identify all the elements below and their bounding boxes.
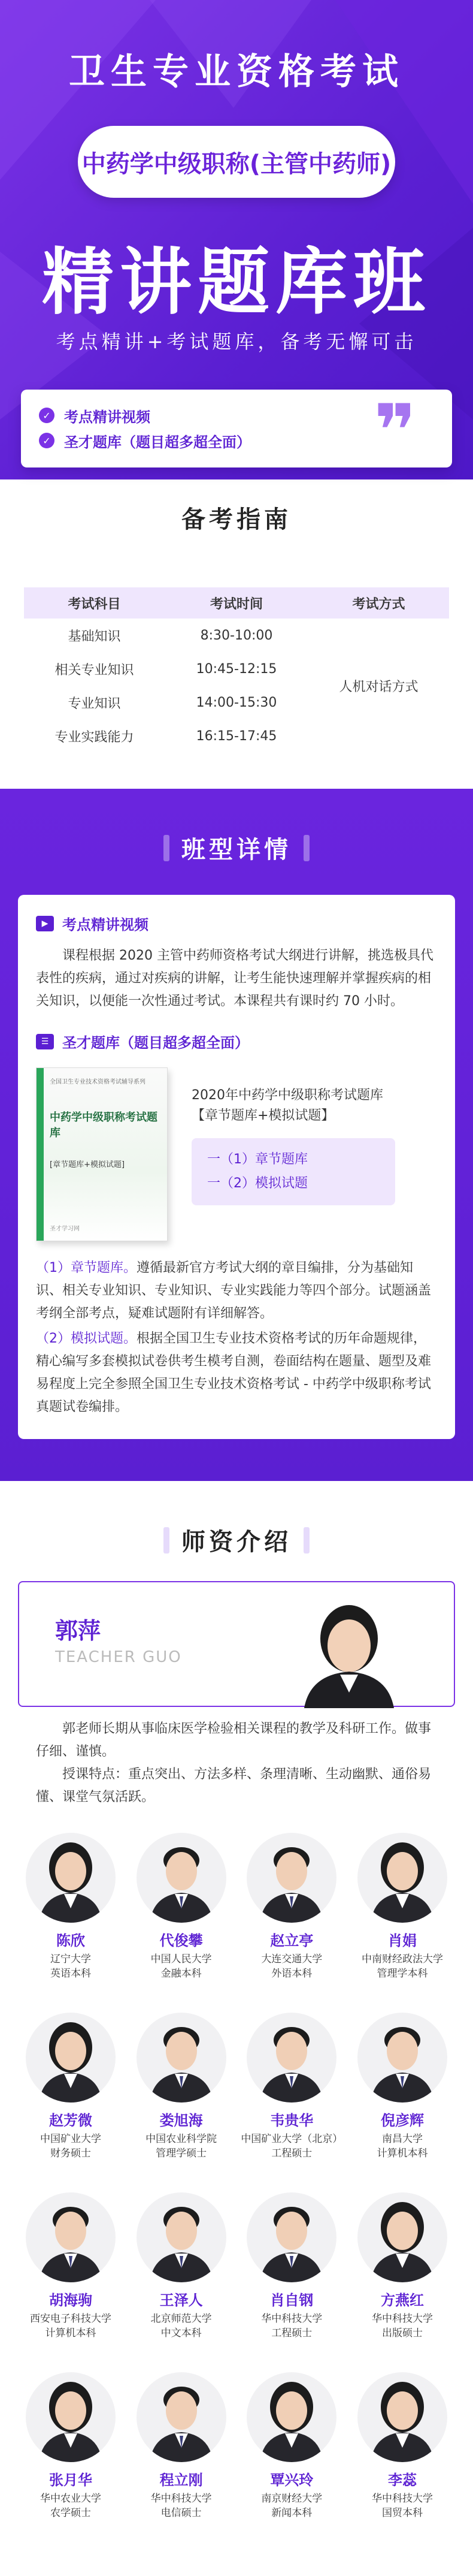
teacher-name: 韦贵华	[270, 2112, 314, 2129]
teacher-card	[18, 2372, 123, 2552]
book-row	[36, 1067, 437, 1241]
book-subtitle: [章节题库+模拟试题]	[50, 1160, 125, 1169]
teacher-name: 肖娟	[387, 1932, 417, 1949]
chapter-list	[192, 1138, 395, 1205]
teacher-name: 程立刚	[159, 2472, 203, 2488]
teacher-photo	[26, 2192, 116, 2282]
teacher-school: 中国矿业大学（北京）	[241, 2133, 343, 2145]
header-method: 考试方式	[308, 587, 449, 619]
teacher-degree: 英语本科	[50, 1968, 91, 1980]
teacher-card	[239, 2192, 344, 2372]
book-title: 中药学中级职称考试题库	[50, 1111, 157, 1139]
teacher-degree: 工程硕士	[271, 2147, 313, 2159]
teacher-degree: 电信硕士	[160, 2507, 202, 2519]
quote-mark-icon: ❞	[374, 390, 416, 473]
teacher-photo	[26, 2372, 116, 2462]
book-name: 2020年中药学中级职称考试题库	[192, 1088, 383, 1103]
teacher-degree: 国贸本科	[381, 2507, 423, 2519]
teacher-school: 中国农业科学院	[145, 2133, 217, 2145]
video-tag	[36, 913, 437, 934]
teacher-school: 辽宁大学	[50, 1953, 91, 1965]
teacher-degree: 计算机本科	[377, 2147, 428, 2159]
title-bar-decoration	[304, 1527, 310, 1554]
mock-exam-label: （2）模拟试题。	[36, 1331, 137, 1346]
teacher-degree: 中文本科	[160, 2327, 202, 2339]
teacher-school: 西安电子科技大学	[30, 2313, 111, 2325]
teacher-photo	[137, 1833, 226, 1923]
mock-exam-text: 根据全国卫生专业技术资格考试的历年命题规律，精心编写多套模拟试卷供考生模考自测，卷面结构在题量、题型及难易程度上完全参照全国卫生专业技术资格考试 - 中药学中级职称考试真题试卷编排。	[36, 1331, 432, 1414]
table-row	[24, 619, 449, 652]
cell-time: 14:00-15:30	[196, 695, 277, 710]
teacher-card	[18, 2013, 123, 2192]
bank-tag	[36, 1031, 437, 1052]
teacher-degree: 金融本科	[160, 1968, 202, 1980]
chapter-item: 一（1）章节题库	[207, 1152, 308, 1167]
exam-schedule-table	[24, 587, 449, 753]
cell-subject: 基础知识	[68, 629, 121, 644]
teacher-degree: 工程硕士	[271, 2327, 313, 2339]
hero-class-name: 精讲题库班	[42, 241, 431, 324]
check-icon: ✓	[39, 433, 54, 448]
teacher-school: 华中科技大学	[150, 2493, 212, 2505]
teacher-name: 方燕红	[380, 2292, 424, 2309]
teacher-card	[129, 2372, 234, 2552]
featured-teacher-card	[18, 1581, 455, 1707]
header-subject: 考试科目	[24, 587, 165, 619]
teacher-name: 陈欣	[56, 1932, 85, 1949]
teacher-name: 赵立亭	[270, 1932, 314, 1949]
teacher-school: 中国人民大学	[150, 1953, 212, 1965]
section-title	[18, 831, 455, 865]
featured-teacher-desc	[18, 1707, 455, 1809]
mock-exam-desc	[36, 1328, 437, 1419]
teacher-card	[18, 1833, 123, 2013]
video-description: 课程根据 2020 主管中药师资格考试大纲进行讲解，挑选极具代表性的疾病，通过对疾病的讲解，让考生能快速理解并掌握疾病的相关知识，以便能一次性通过考试。本课程共有课时约 70 小时。	[36, 948, 433, 1009]
teacher-name: 娄旭海	[159, 2112, 203, 2129]
teacher-school: 华中科技大学	[371, 2313, 433, 2325]
teachers-section	[0, 1481, 473, 2576]
chapter-bank-desc	[36, 1257, 437, 1325]
teacher-photo	[26, 2013, 116, 2103]
book-series: 全国卫生专业技术资格考试辅导系列	[50, 1079, 145, 1085]
featured-teacher-en: TEACHER GUO	[55, 1648, 182, 1666]
teacher-school: 华中农业大学	[40, 2493, 101, 2505]
title-bar-decoration	[163, 1527, 169, 1554]
teacher-name: 李蕊	[387, 2472, 417, 2488]
teacher-school: 南京财经大学	[261, 2493, 323, 2505]
details-title: 班型详情	[181, 836, 292, 864]
teacher-card	[18, 2192, 123, 2372]
teacher-photo	[357, 2192, 447, 2282]
feature-label: 考点精讲视频	[64, 408, 150, 426]
hero-banner	[0, 0, 473, 587]
teacher-name: 张月华	[49, 2472, 92, 2488]
teacher-name: 覃兴玲	[270, 2472, 314, 2488]
teacher-photo	[247, 1833, 336, 1923]
book-cover-image	[36, 1067, 168, 1241]
featured-teacher-name: 郭萍	[55, 1618, 101, 1644]
chapter-bank-text: 遵循最新官方考试大纲的章目编排，分为基础知识、相关专业知识、专业知识、专业实践能力等四个部分。试题涵盖考纲全部考点，疑难试题附有详细解答。	[36, 1260, 432, 1321]
teacher-school: 中南财经政法大学	[361, 1953, 443, 1965]
teacher-photo	[357, 2372, 447, 2462]
teacher-card	[239, 2372, 344, 2552]
cell-subject: 相关专业知识	[54, 662, 134, 678]
teacher-photo	[137, 2192, 226, 2282]
check-icon: ✓	[39, 408, 54, 423]
teacher-photo	[357, 1833, 447, 1923]
teacher-name: 赵芳微	[49, 2112, 92, 2129]
hero-subtitle: 考点精讲+考试题库，备考无懈可击	[56, 330, 417, 353]
teachers-title: 师资介绍	[181, 1528, 292, 1556]
teacher-photo	[247, 2013, 336, 2103]
teacher-school: 南昌大学	[381, 2133, 423, 2145]
book-name-sub: 【章节题库+模拟试题】	[192, 1108, 335, 1123]
teacher-school: 中国矿业大学	[40, 2133, 101, 2145]
cell-time: 10:45-12:15	[196, 661, 277, 677]
cell-method: 人机对话方式	[339, 679, 419, 695]
section-title	[18, 1523, 455, 1557]
teacher-card	[350, 2192, 455, 2372]
teacher-photo	[357, 2013, 447, 2103]
video-tag-label: 考点精讲视频	[62, 916, 148, 933]
teacher-name: 肖自钢	[270, 2292, 314, 2309]
teacher-degree: 农学硕士	[50, 2507, 91, 2519]
table-header-row	[24, 587, 449, 619]
teacher-grid	[18, 1833, 455, 2552]
teacher-card	[129, 2192, 234, 2372]
teacher-degree: 管理学本科	[377, 1968, 428, 1980]
teacher-degree: 新闻本科	[271, 2507, 313, 2519]
chapter-bank-label: （1）章节题库。	[36, 1260, 137, 1275]
featured-teacher-desc-2: 授课特点：重点突出、方法多样、条理清晰、生动幽默、通俗易懂、课堂气氛活跃。	[36, 1767, 432, 1805]
feature-card	[21, 390, 452, 473]
teacher-photo	[247, 2192, 336, 2282]
teacher-degree: 外语本科	[271, 1968, 313, 1980]
teacher-school: 华中科技大学	[371, 2493, 433, 2505]
bank-tag-label: 圣才题库（题目超多超全面）	[62, 1034, 249, 1051]
title-bar-decoration	[304, 835, 310, 861]
cell-subject: 专业知识	[68, 696, 121, 711]
teacher-school: 华中科技大学	[261, 2313, 323, 2325]
featured-teacher-photo	[292, 1597, 406, 1708]
teacher-photo	[137, 2372, 226, 2462]
list-icon: ☰	[36, 1034, 54, 1049]
teacher-card	[350, 2372, 455, 2552]
teacher-degree: 出版硕士	[381, 2327, 423, 2339]
teacher-photo	[26, 1833, 116, 1923]
guide-title: 备考指南	[181, 506, 292, 533]
play-icon: ▶	[36, 916, 54, 931]
teacher-name: 胡海驹	[49, 2292, 92, 2309]
teacher-card	[239, 2013, 344, 2192]
book-info	[192, 1067, 437, 1241]
exam-guide	[0, 587, 473, 789]
chapter-item: 一（2）模拟试题	[207, 1176, 308, 1191]
teacher-school: 北京师范大学	[150, 2313, 212, 2325]
teacher-degree: 管理学硕士	[156, 2147, 207, 2159]
header-time: 考试时间	[165, 587, 308, 619]
teacher-photo	[137, 2013, 226, 2103]
featured-teacher-desc-1: 郭老师长期从事临床医学检验相关课程的教学及科研工作。做事仔细、谨慎。	[36, 1721, 432, 1759]
class-details	[0, 789, 473, 1481]
teacher-degree: 财务硕士	[50, 2147, 91, 2159]
teacher-name: 倪彦辉	[380, 2112, 424, 2129]
teacher-card	[350, 1833, 455, 2013]
book-publisher: 圣才学习网	[50, 1226, 80, 1232]
cell-time: 8:30-10:00	[200, 628, 273, 643]
teacher-card	[239, 1833, 344, 2013]
hero-title: 卫生专业资格考试	[69, 51, 404, 93]
teacher-card	[129, 1833, 234, 2013]
hero-course-pill: 中药学中级职称(主管中药师)	[78, 126, 395, 198]
teacher-name: 王泽人	[159, 2292, 203, 2309]
teacher-card	[129, 2013, 234, 2192]
cell-subject: 专业实践能力	[54, 729, 134, 745]
teacher-degree: 计算机本科	[45, 2327, 96, 2339]
teacher-name: 代俊攀	[159, 1932, 203, 1949]
feature-label: 圣才题库（题目超多超全面）	[64, 433, 251, 451]
details-card	[18, 895, 455, 1439]
cell-time: 16:15-17:45	[196, 728, 277, 744]
title-bar-decoration	[163, 835, 169, 861]
teacher-photo	[247, 2372, 336, 2462]
book-spine	[37, 1068, 44, 1241]
teacher-school: 大连交通大学	[261, 1953, 323, 1965]
teacher-card	[350, 2013, 455, 2192]
